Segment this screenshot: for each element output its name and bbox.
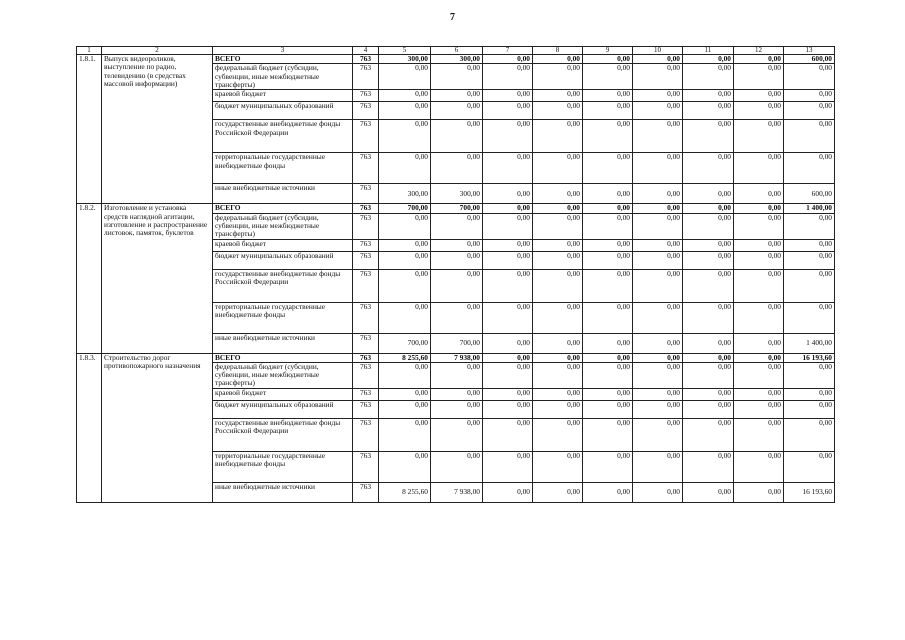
funding-source: краевой бюджет [213, 239, 353, 251]
value-cell: 0,00 [683, 400, 734, 418]
value-cell: 0,00 [683, 251, 734, 269]
value-cell: 0,00 [734, 362, 784, 388]
value-cell: 0,00 [483, 204, 533, 213]
funding-source: краевой бюджет [213, 388, 353, 400]
value-cell: 0,00 [379, 302, 431, 333]
value-cell: 0,00 [483, 184, 533, 204]
column-number-5: 5 [379, 47, 431, 55]
value-cell: 0,00 [683, 204, 734, 213]
value-cell: 0,00 [784, 213, 835, 239]
value-cell: 0,00 [483, 239, 533, 251]
budget-code: 763 [353, 153, 379, 184]
value-cell: 0,00 [633, 333, 683, 353]
value-cell: 0,00 [633, 55, 683, 64]
value-cell: 0,00 [533, 90, 583, 102]
value-cell: 0,00 [734, 451, 784, 482]
value-cell: 0,00 [533, 102, 583, 120]
value-cell: 16 193,60 [784, 482, 835, 502]
value-cell: 0,00 [683, 90, 734, 102]
budget-code: 763 [353, 120, 379, 153]
value-cell: 0,00 [379, 102, 431, 120]
value-cell: 0,00 [483, 400, 533, 418]
value-cell: 0,00 [583, 269, 633, 302]
value-cell: 0,00 [683, 153, 734, 184]
value-cell: 0,00 [633, 400, 683, 418]
value-cell: 0,00 [583, 153, 633, 184]
budget-code: 763 [353, 102, 379, 120]
value-cell: 1 400,00 [784, 333, 835, 353]
funding-source: территориальные государственные внебюджетные фонды [213, 153, 353, 184]
value-cell: 0,00 [583, 184, 633, 204]
column-number-7: 7 [483, 47, 533, 55]
value-cell: 8 255,60 [379, 353, 431, 362]
funding-source: иные внебюджетные источники [213, 184, 353, 204]
value-cell: 0,00 [734, 251, 784, 269]
funding-source: ВСЕГО [213, 204, 353, 213]
value-cell: 700,00 [431, 204, 483, 213]
budget-code: 763 [353, 400, 379, 418]
value-cell: 0,00 [633, 251, 683, 269]
value-cell: 0,00 [483, 269, 533, 302]
value-cell: 0,00 [683, 55, 734, 64]
value-cell: 0,00 [784, 302, 835, 333]
value-cell: 0,00 [483, 451, 533, 482]
value-cell: 0,00 [683, 418, 734, 451]
funding-source: иные внебюджетные источники [213, 333, 353, 353]
funding-source: федеральный бюджет (субсидии, субвенции, иные межбюджетные трансферты) [213, 362, 353, 388]
value-cell: 0,00 [633, 269, 683, 302]
value-cell: 0,00 [483, 353, 533, 362]
value-cell: 0,00 [583, 120, 633, 153]
value-cell: 0,00 [683, 120, 734, 153]
value-cell: 1 400,00 [784, 204, 835, 213]
budget-code: 763 [353, 302, 379, 333]
column-number-1: 1 [77, 47, 102, 55]
funding-source: государственные внебюджетные фонды Российской Федерации [213, 418, 353, 451]
column-number-13: 13 [784, 47, 835, 55]
value-cell: 0,00 [734, 388, 784, 400]
value-cell: 0,00 [683, 482, 734, 502]
value-cell: 0,00 [583, 482, 633, 502]
value-cell: 0,00 [533, 55, 583, 64]
column-number-8: 8 [533, 47, 583, 55]
value-cell: 700,00 [379, 204, 431, 213]
value-cell: 0,00 [633, 362, 683, 388]
value-cell: 0,00 [633, 213, 683, 239]
column-number-row [77, 47, 835, 55]
budget-code: 763 [353, 451, 379, 482]
value-cell: 0,00 [483, 120, 533, 153]
value-cell: 0,00 [379, 451, 431, 482]
value-cell: 0,00 [379, 362, 431, 388]
value-cell: 0,00 [583, 239, 633, 251]
column-number-11: 11 [683, 47, 734, 55]
value-cell: 0,00 [784, 64, 835, 90]
value-cell: 0,00 [633, 353, 683, 362]
value-cell: 0,00 [583, 333, 633, 353]
value-cell: 0,00 [533, 269, 583, 302]
value-cell: 0,00 [483, 90, 533, 102]
column-number-12: 12 [734, 47, 784, 55]
value-cell: 0,00 [379, 269, 431, 302]
value-cell: 0,00 [379, 251, 431, 269]
value-cell: 0,00 [379, 400, 431, 418]
item-title: Изготовление и установка средств наглядной агитации, изготовление и распространение листовок, памяток, буклетов [102, 204, 213, 353]
value-cell: 0,00 [683, 184, 734, 204]
value-cell: 0,00 [683, 388, 734, 400]
value-cell: 0,00 [734, 269, 784, 302]
funding-source: краевой бюджет [213, 90, 353, 102]
funding-source: бюджет муниципальных образований [213, 400, 353, 418]
funding-source: ВСЕГО [213, 353, 353, 362]
value-cell: 0,00 [483, 153, 533, 184]
funding-source: государственные внебюджетные фонды Российской Федерации [213, 269, 353, 302]
value-cell: 7 938,00 [431, 482, 483, 502]
budget-code: 763 [353, 64, 379, 90]
value-cell: 0,00 [583, 55, 633, 64]
value-cell: 0,00 [734, 120, 784, 153]
value-cell: 0,00 [533, 153, 583, 184]
value-cell: 0,00 [483, 213, 533, 239]
value-cell: 0,00 [633, 418, 683, 451]
value-cell: 300,00 [379, 55, 431, 64]
funding-source: территориальные государственные внебюджетные фонды [213, 451, 353, 482]
value-cell: 0,00 [734, 353, 784, 362]
value-cell: 0,00 [431, 239, 483, 251]
budget-table [76, 46, 835, 503]
value-cell: 0,00 [483, 482, 533, 502]
value-cell: 0,00 [379, 388, 431, 400]
value-cell: 0,00 [784, 153, 835, 184]
budget-code: 763 [353, 418, 379, 451]
value-cell: 0,00 [734, 153, 784, 184]
value-cell: 0,00 [533, 120, 583, 153]
value-cell: 0,00 [784, 400, 835, 418]
value-cell: 0,00 [483, 251, 533, 269]
value-cell: 0,00 [431, 302, 483, 333]
value-cell: 0,00 [379, 418, 431, 451]
value-cell: 0,00 [734, 482, 784, 502]
value-cell: 0,00 [583, 204, 633, 213]
budget-code: 763 [353, 269, 379, 302]
value-cell: 0,00 [379, 120, 431, 153]
budget-code: 763 [353, 482, 379, 502]
value-cell: 0,00 [379, 153, 431, 184]
value-cell: 0,00 [784, 90, 835, 102]
value-cell: 0,00 [533, 353, 583, 362]
value-cell: 300,00 [379, 184, 431, 204]
funding-source: федеральный бюджет (субсидии, субвенции, иные межбюджетные трансферты) [213, 64, 353, 90]
budget-code: 763 [353, 353, 379, 362]
value-cell: 0,00 [734, 102, 784, 120]
value-cell: 0,00 [533, 213, 583, 239]
table-row-total [77, 204, 835, 213]
value-cell: 0,00 [683, 269, 734, 302]
value-cell: 0,00 [583, 388, 633, 400]
value-cell: 300,00 [431, 55, 483, 64]
column-number-2: 2 [102, 47, 213, 55]
budget-code: 763 [353, 55, 379, 64]
value-cell: 0,00 [533, 239, 583, 251]
value-cell: 0,00 [583, 90, 633, 102]
value-cell: 0,00 [583, 213, 633, 239]
value-cell: 600,00 [784, 55, 835, 64]
value-cell: 0,00 [533, 388, 583, 400]
value-cell: 0,00 [683, 333, 734, 353]
table-row-total [77, 353, 835, 362]
value-cell: 0,00 [533, 362, 583, 388]
column-number-6: 6 [431, 47, 483, 55]
column-number-3: 3 [213, 47, 353, 55]
value-cell: 0,00 [431, 362, 483, 388]
value-cell: 0,00 [483, 418, 533, 451]
column-number-10: 10 [633, 47, 683, 55]
value-cell: 0,00 [431, 90, 483, 102]
value-cell: 0,00 [483, 102, 533, 120]
value-cell: 0,00 [633, 64, 683, 90]
funding-source: территориальные государственные внебюджетные фонды [213, 302, 353, 333]
value-cell: 0,00 [784, 388, 835, 400]
value-cell: 0,00 [784, 251, 835, 269]
value-cell: 0,00 [633, 204, 683, 213]
value-cell: 0,00 [533, 204, 583, 213]
value-cell: 8 255,60 [379, 482, 431, 502]
column-number-4: 4 [353, 47, 379, 55]
value-cell: 0,00 [583, 400, 633, 418]
item-number: 1.8.1. [77, 55, 102, 204]
budget-code: 763 [353, 251, 379, 269]
value-cell: 0,00 [583, 64, 633, 90]
value-cell: 0,00 [431, 102, 483, 120]
value-cell: 0,00 [734, 418, 784, 451]
value-cell: 0,00 [533, 333, 583, 353]
value-cell: 0,00 [734, 184, 784, 204]
value-cell: 0,00 [683, 302, 734, 333]
value-cell: 0,00 [583, 451, 633, 482]
value-cell: 0,00 [784, 269, 835, 302]
item-number: 1.8.2. [77, 204, 102, 353]
value-cell: 0,00 [633, 388, 683, 400]
value-cell: 0,00 [734, 64, 784, 90]
funding-source: бюджет муниципальных образований [213, 102, 353, 120]
value-cell: 0,00 [633, 90, 683, 102]
value-cell: 0,00 [533, 482, 583, 502]
value-cell: 0,00 [633, 153, 683, 184]
value-cell: 0,00 [784, 102, 835, 120]
value-cell: 0,00 [683, 64, 734, 90]
value-cell: 0,00 [784, 239, 835, 251]
value-cell: 0,00 [379, 64, 431, 90]
budget-code: 763 [353, 213, 379, 239]
value-cell: 0,00 [633, 451, 683, 482]
value-cell: 0,00 [734, 204, 784, 213]
item-number: 1.8.3. [77, 353, 102, 502]
value-cell: 0,00 [734, 55, 784, 64]
funding-source: иные внебюджетные источники [213, 482, 353, 502]
value-cell: 0,00 [431, 451, 483, 482]
value-cell: 0,00 [734, 239, 784, 251]
value-cell: 0,00 [633, 120, 683, 153]
value-cell: 0,00 [379, 213, 431, 239]
table-body [77, 47, 835, 503]
column-number-9: 9 [583, 47, 633, 55]
value-cell: 0,00 [533, 184, 583, 204]
value-cell: 7 938,00 [431, 353, 483, 362]
value-cell: 0,00 [683, 353, 734, 362]
value-cell: 0,00 [431, 388, 483, 400]
value-cell: 0,00 [431, 213, 483, 239]
page-number: 7 [450, 12, 455, 23]
budget-code: 763 [353, 362, 379, 388]
value-cell: 0,00 [734, 302, 784, 333]
value-cell: 0,00 [431, 400, 483, 418]
value-cell: 0,00 [431, 120, 483, 153]
budget-code: 763 [353, 90, 379, 102]
value-cell: 0,00 [431, 153, 483, 184]
value-cell: 0,00 [633, 302, 683, 333]
value-cell: 700,00 [431, 333, 483, 353]
value-cell: 0,00 [431, 64, 483, 90]
value-cell: 0,00 [483, 333, 533, 353]
value-cell: 0,00 [784, 418, 835, 451]
value-cell: 0,00 [379, 239, 431, 251]
value-cell: 0,00 [633, 102, 683, 120]
value-cell: 0,00 [533, 251, 583, 269]
value-cell: 0,00 [683, 451, 734, 482]
value-cell: 0,00 [583, 362, 633, 388]
value-cell: 0,00 [583, 102, 633, 120]
value-cell: 0,00 [683, 239, 734, 251]
value-cell: 0,00 [533, 302, 583, 333]
budget-code: 763 [353, 388, 379, 400]
value-cell: 16 193,60 [784, 353, 835, 362]
funding-source: ВСЕГО [213, 55, 353, 64]
value-cell: 0,00 [431, 269, 483, 302]
value-cell: 0,00 [483, 388, 533, 400]
value-cell: 0,00 [483, 64, 533, 90]
value-cell: 600,00 [784, 184, 835, 204]
value-cell: 0,00 [483, 55, 533, 64]
value-cell: 0,00 [734, 90, 784, 102]
value-cell: 0,00 [533, 400, 583, 418]
value-cell: 0,00 [784, 451, 835, 482]
table-row-total [77, 55, 835, 64]
value-cell: 0,00 [734, 213, 784, 239]
value-cell: 0,00 [683, 362, 734, 388]
budget-code: 763 [353, 239, 379, 251]
budget-code: 763 [353, 333, 379, 353]
funding-source: бюджет муниципальных образований [213, 251, 353, 269]
value-cell: 0,00 [533, 418, 583, 451]
value-cell: 0,00 [583, 418, 633, 451]
budget-code: 763 [353, 204, 379, 213]
value-cell: 0,00 [379, 90, 431, 102]
value-cell: 0,00 [431, 251, 483, 269]
value-cell: 0,00 [533, 451, 583, 482]
budget-code: 763 [353, 184, 379, 204]
value-cell: 700,00 [379, 333, 431, 353]
value-cell: 0,00 [583, 353, 633, 362]
funding-source: государственные внебюджетные фонды Российской Федерации [213, 120, 353, 153]
value-cell: 0,00 [583, 251, 633, 269]
value-cell: 300,00 [431, 184, 483, 204]
value-cell: 0,00 [734, 333, 784, 353]
value-cell: 0,00 [483, 362, 533, 388]
value-cell: 0,00 [683, 213, 734, 239]
value-cell: 0,00 [784, 362, 835, 388]
value-cell: 0,00 [533, 64, 583, 90]
item-title: Строительство дорог противопожарного назначения [102, 353, 213, 502]
value-cell: 0,00 [683, 102, 734, 120]
value-cell: 0,00 [633, 482, 683, 502]
value-cell: 0,00 [784, 120, 835, 153]
value-cell: 0,00 [633, 239, 683, 251]
value-cell: 0,00 [483, 302, 533, 333]
value-cell: 0,00 [583, 302, 633, 333]
value-cell: 0,00 [734, 400, 784, 418]
value-cell: 0,00 [633, 184, 683, 204]
funding-source: федеральный бюджет (субсидии, субвенции, иные межбюджетные трансферты) [213, 213, 353, 239]
value-cell: 0,00 [431, 418, 483, 451]
item-title: Выпуск видеороликов, выступление по радио, телевидению (в средствах массовой информации) [102, 55, 213, 204]
